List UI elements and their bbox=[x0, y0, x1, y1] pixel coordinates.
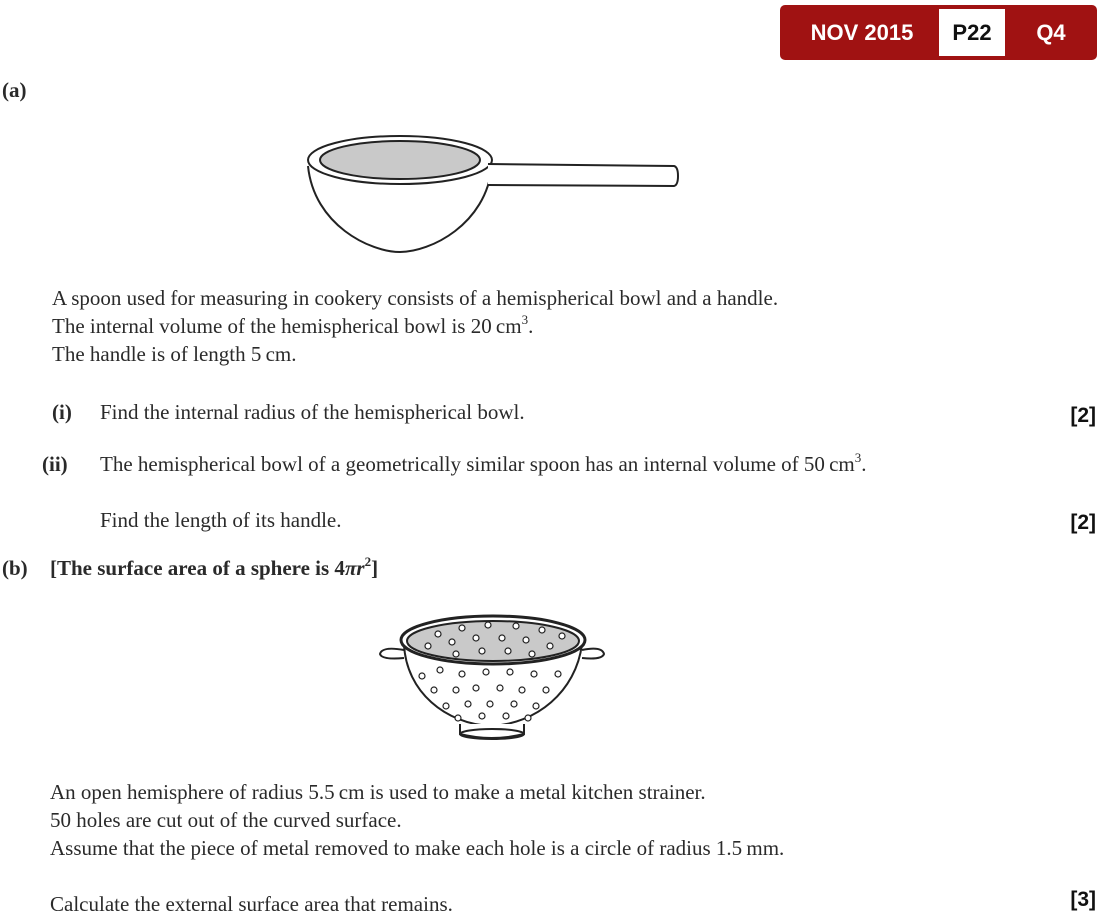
intro-line-3: The handle is of length 5 cm. bbox=[52, 342, 297, 366]
sphere-formula: [The surface area of a sphere is $4\pi r^2$] bbox=[50, 554, 379, 580]
sub-ii-text-2: Find the length of its handle. bbox=[100, 508, 342, 532]
intro-line-1: A spoon used for measuring in cookery consists of a hemispherical bowl and a handle. bbox=[52, 286, 779, 310]
spoon-illustration bbox=[300, 130, 690, 256]
strainer-line-1: An open hemisphere of radius 5.5 cm is used to make a metal kitchen strainer. bbox=[50, 780, 706, 804]
sub-ii-text: The hemispherical bowl of a geometrically similar spoon has an internal volume of 50 $cm^3$. bbox=[100, 450, 867, 476]
sub-i-marks: [2] bbox=[1070, 404, 1096, 427]
intro-line-2: The internal volume of the hemispherical bowl is 20 $cm^3$. bbox=[52, 312, 534, 338]
strainer-task: Calculate the external surface area that remains. bbox=[50, 892, 453, 916]
part-a-label: (a) bbox=[2, 78, 27, 102]
exam-session: NOV 2015 bbox=[810, 20, 914, 45]
paper-code: P22 bbox=[939, 9, 1005, 56]
strainer-line-2: 50 holes are cut out of the curved surface. bbox=[50, 808, 402, 832]
sub-ii-marks: [2] bbox=[1070, 511, 1096, 534]
sub-i-label: (i) bbox=[52, 400, 72, 424]
question-reference-badge bbox=[780, 5, 1097, 60]
strainer-illustration bbox=[376, 612, 608, 746]
sub-ii-label: (ii) bbox=[42, 452, 68, 476]
sub-i-text: Find the internal radius of the hemispherical bowl. bbox=[100, 400, 525, 424]
part-b-marks: [3] bbox=[1070, 888, 1096, 911]
question-number: Q4 bbox=[1036, 20, 1066, 45]
part-b-label: (b) bbox=[2, 556, 28, 580]
strainer-line-3: Assume that the piece of metal removed to make each hole is a circle of radius 1.5 mm. bbox=[50, 836, 785, 860]
